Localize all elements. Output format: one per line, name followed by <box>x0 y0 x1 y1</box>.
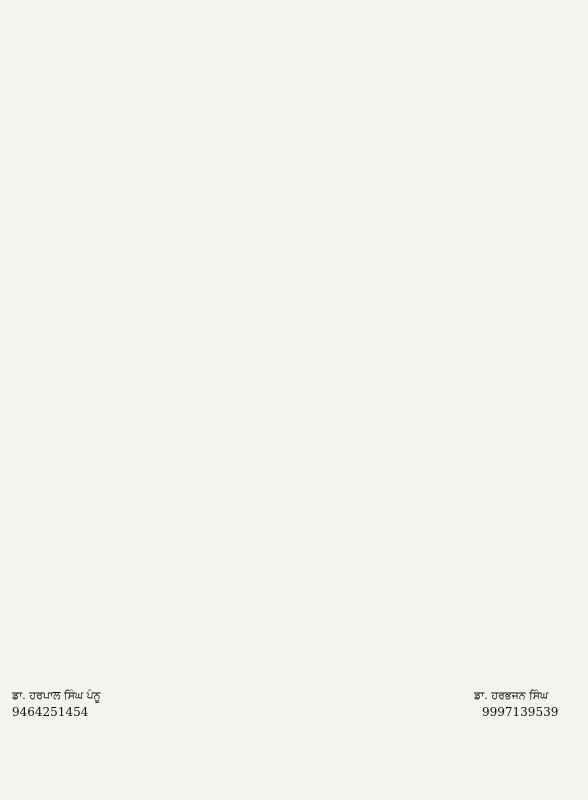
signature-left-name: ਡਾ. ਹਰਪਾਲ ਸਿੰਘ ਪੰਨੂ <box>12 688 101 702</box>
signature-right-name: ਡਾ. ਹਰਭਜਨ ਸਿੰਘ <box>474 688 549 702</box>
signature-left-phone: 9464251454 <box>12 704 89 719</box>
signature-right-phone: 9997139539 <box>482 704 559 719</box>
